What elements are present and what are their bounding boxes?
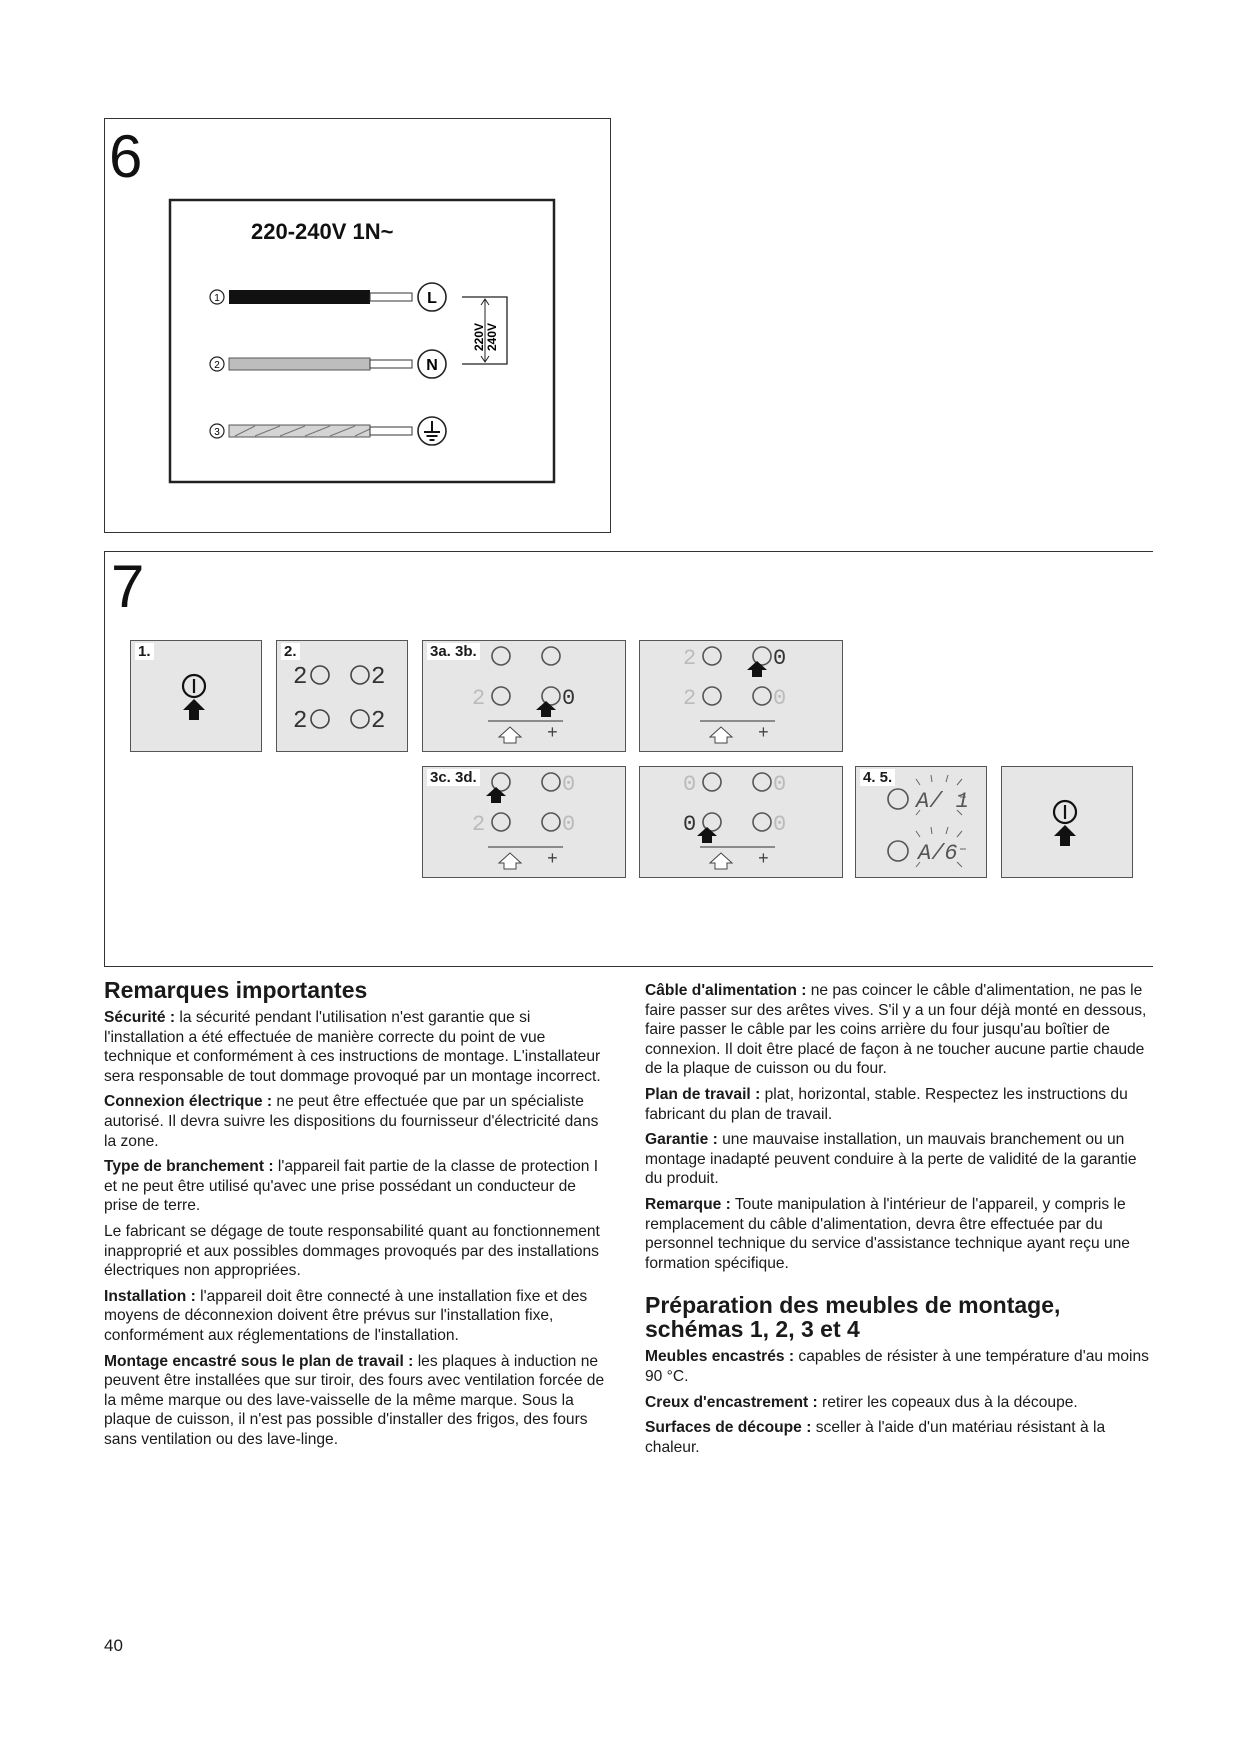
paragraph: Remarque : Toute manipulation à l'intérieur de l'appareil, y compris le remplacement du câble d'alimentation, devra être effectuée par du personnel technique du service d'assistance technique ayant reçu une formation spécifique. [645,1195,1130,1272]
svg-text:+: + [547,850,558,870]
step-label: 4. 5. [860,769,895,786]
hob-zone-icon [542,813,560,831]
step-panel-3d-state [639,766,843,878]
svg-text:2: 2 [472,812,486,837]
press-arrow-icon [697,827,717,843]
hob-zone-icon [311,710,329,728]
step-label: 1. [135,643,154,660]
svg-text:0: 0 [773,812,787,837]
press-arrow-icon [486,787,506,803]
hob-zone-icon [703,687,721,705]
zone-display: 2 [293,708,308,735]
hob-zone-icon [753,687,771,705]
hob-zone-icon [753,813,771,831]
left-column [104,978,612,1455]
terminal-symbol-L: L [427,290,437,307]
paragraph: Sécurité : la sécurité pendant l'utilisation n'est garantie que si l'installation a été effectuée de manière correcte du point de vue technique et conformément à ces instructions de montage. L'installateur sera responsable de tout dommage provoqué par un montage incorrect. [104,1009,601,1085]
svg-text:+: + [547,724,558,744]
figure-7 [104,551,1153,967]
svg-text:2: 2 [472,686,486,711]
voltage-label: 220-240V 1N~ [251,219,394,244]
hob-zone-icon [492,813,510,831]
power-icon [183,675,205,697]
step-panel-4-5 [855,766,987,878]
step-up-arrow-icon [710,727,732,743]
hob-zone-icon [888,841,908,861]
hob-zone-icon [351,666,369,684]
right-column [645,981,1153,1463]
figure-number: 7 [111,553,145,620]
paragraph: Connexion électrique : ne peut être effectuée que par un spécialiste autorisé. Il devra suivre les dispositions du fournisseur d'électricité dans la zone. [104,1093,599,1150]
svg-text:0: 0 [562,686,576,711]
section-heading: Préparation des meubles de montage, schémas 1, 2, 3 et 4 [645,1292,1061,1343]
step-panel-3a-3b [422,640,626,752]
paragraph: Type de branchement : l'appareil fait partie de la classe de protection I et ne peut être utilisé qu'avec une prise possédant un conducteur de prise de terre. [104,1158,599,1215]
paragraph: Installation : l'appareil doit être connecté à une installation fixe et des moyens de déconnexion doivent être prévus sur l'installation fixe, conformément aux réglementations de l'installation. [104,1287,588,1344]
paragraph: Garantie : une mauvaise installation, un mauvais branchement ou un montage inadapté peuvent conduire à la perte de validité de la garantie du produit. [645,1131,1137,1188]
zone-display: 2 [371,708,386,735]
svg-text:0: 0 [562,772,576,797]
error-code-display: A/6 [918,841,958,866]
hob-zone-icon [888,789,908,809]
svg-text:2: 2 [683,646,697,671]
zone-display: 2 [371,664,386,691]
step-panel-2 [276,640,408,752]
hob-zone-icon [492,647,510,665]
error-code-display: A/ 1 [916,789,969,814]
paragraph: Surfaces de découpe : sceller à l'aide d'un matériau résistant à la chaleur. [645,1419,1106,1456]
terminal-symbol-N: N [426,357,438,374]
terminal-number-1: 1 [214,293,220,304]
step-up-arrow-icon [499,853,521,869]
paragraph: Plan de travail : plat, horizontal, stable. Respectez les instructions du fabricant du plan de travail. [645,1085,1128,1123]
hob-zone-icon [351,710,369,728]
hob-zone-icon [492,687,510,705]
hob-zone-icon [311,666,329,684]
voltage-220: 220V [472,322,486,351]
paragraph: Montage encastré sous le plan de travail : les plaques à induction ne peuvent être installées que sur tiroir, des fours avec ventilation forcée de la même marque ou des lave-vaisselle de la même marque. Sous la plaque de cuisson, il n'est pas possible d'installer des frigos, des fours sans ventilation ou des lave-linge. [104,1352,605,1448]
hob-zone-icon [703,647,721,665]
svg-text:0: 0 [683,812,697,837]
terminal-number-2: 2 [214,360,220,371]
svg-text:0: 0 [683,772,697,797]
paragraph: Le fabricant se dégage de toute responsabilité quant au fonctionnement inapproprié et aux possibles dommages provoqués par des installations électriques non appropriées. [104,1222,600,1280]
page-number: 40 [104,1636,123,1655]
step-label: 3a. 3b. [427,643,480,660]
section-heading: Remarques importantes [104,977,368,1003]
paragraph: Meubles encastrés : capables de résister à une température d'au moins 90 °C. [645,1348,1149,1385]
hob-zone-icon [542,647,560,665]
figure-number: 6 [109,123,143,190]
step-label: 3c. 3d. [427,769,480,786]
svg-text:0: 0 [773,686,787,711]
step-panel-final [1001,766,1133,878]
step-label: 2. [281,643,300,660]
step-panel-3c-3d [422,766,626,878]
paragraph: Creux d'encastrement : retirer les copeaux dus à la découpe. [645,1393,1078,1411]
hob-zone-icon [542,773,560,791]
hob-zone-icon [703,773,721,791]
terminal-number-3: 3 [214,427,220,438]
press-arrow-icon [536,701,556,717]
press-arrow-icon [183,699,205,720]
svg-text:0: 0 [562,812,576,837]
paragraph: Câble d'alimentation : ne pas coincer le câble d'alimentation, ne pas le faire passer sur des arêtes vives. S'il y a un four déjà monté en dessous, faire passer le câble par les coins arrière du four jusqu'au boîtier de connexion. Il doit être placé de façon à ne toucher aucune partie chaude de la plaque de cuisson ou du four. [645,982,1147,1078]
power-icon [1054,801,1076,823]
step-up-arrow-icon [499,727,521,743]
svg-text:0: 0 [773,646,787,671]
step-panel-3-state [639,640,843,752]
wiring-diagram [105,119,612,534]
svg-text:+: + [758,724,769,744]
press-arrow-icon [1054,825,1076,846]
zone-display: 2 [293,664,308,691]
hob-zone-icon [753,773,771,791]
step-panel-1 [130,640,262,752]
step-up-arrow-icon [710,853,732,869]
svg-text:+: + [758,850,769,870]
svg-text:0: 0 [773,772,787,797]
press-arrow-icon [747,661,767,677]
figure-6 [104,118,611,533]
voltage-240: 240V [485,322,499,351]
svg-text:2: 2 [683,686,697,711]
